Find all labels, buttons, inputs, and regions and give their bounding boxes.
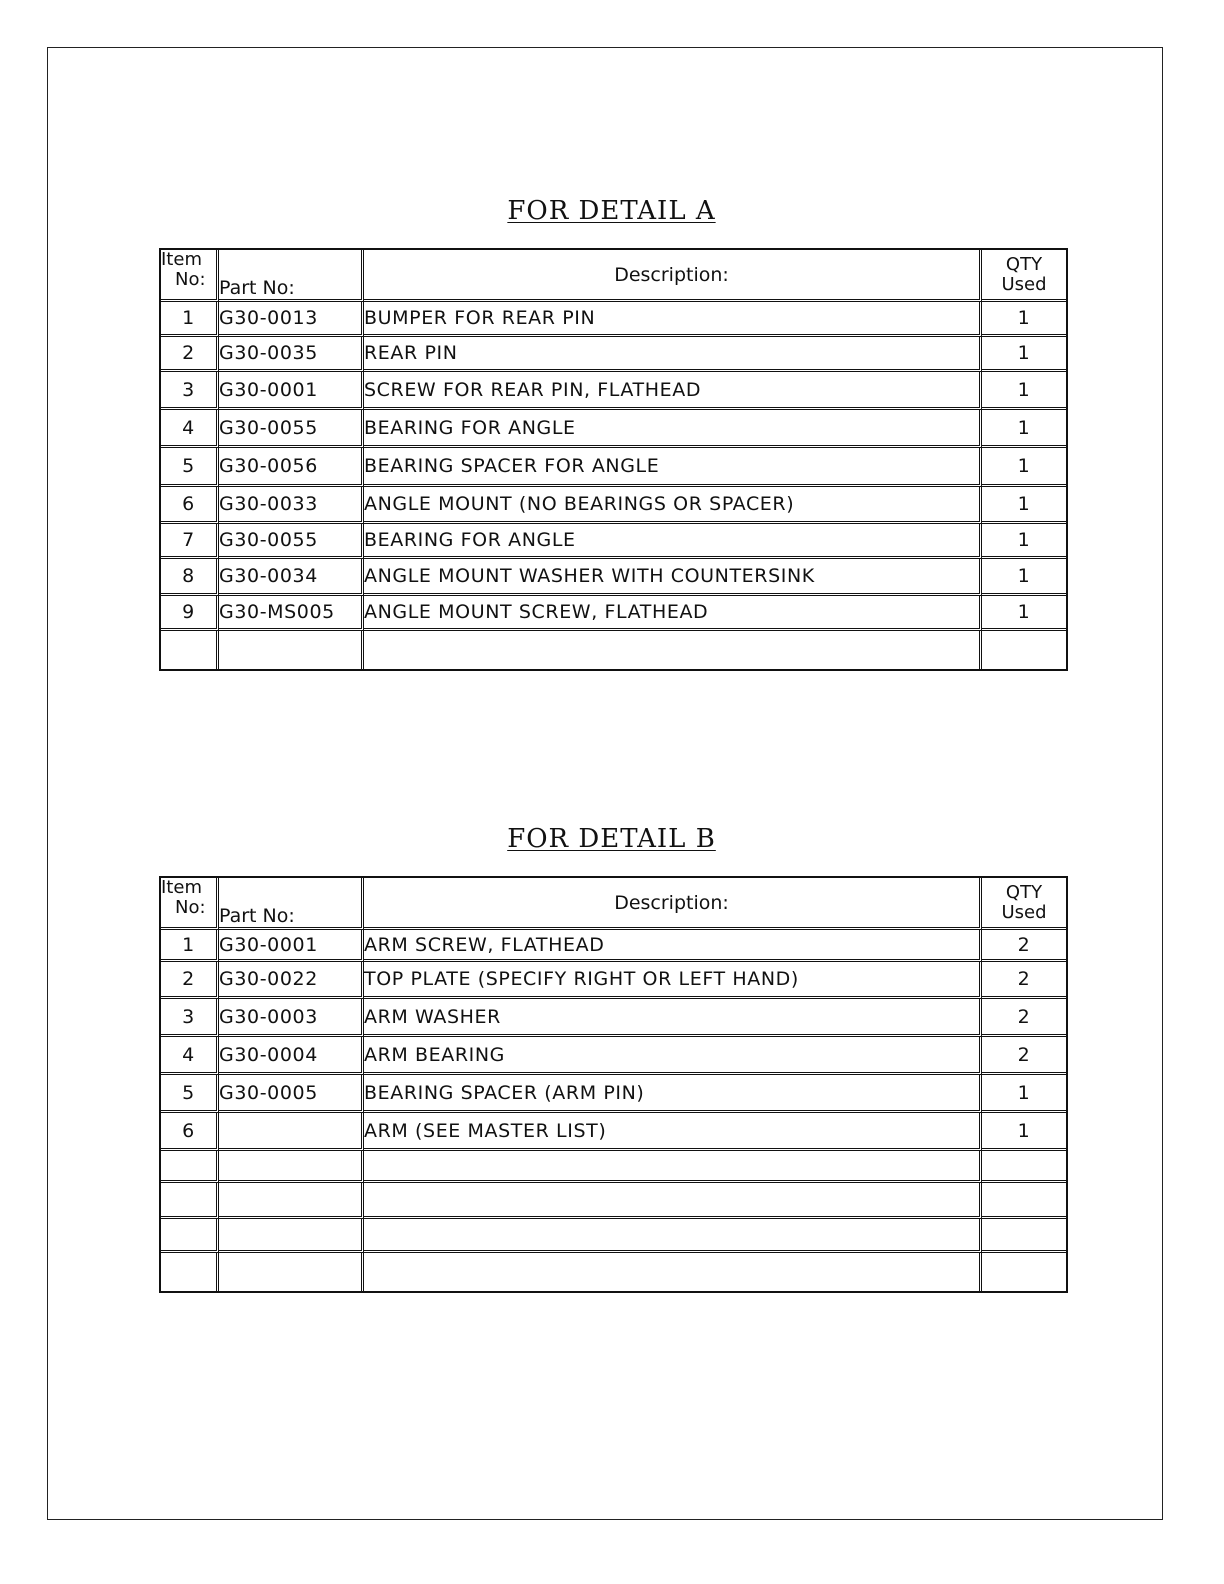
qty-used-cell: 1: [982, 410, 1066, 448]
item-no-cell: [161, 1219, 219, 1253]
description-cell: [364, 1183, 982, 1219]
table-row: [161, 410, 1066, 448]
part-no-cell: G30-0013: [219, 302, 364, 337]
description-cell: ARM WASHER: [364, 999, 982, 1037]
item-no-cell: [161, 631, 219, 669]
item-no-cell: 5: [161, 448, 219, 487]
description-cell: BEARING SPACER (ARM PIN): [364, 1075, 982, 1113]
table-row: [161, 337, 1066, 372]
item-no-cell: 2: [161, 962, 219, 999]
detail-b-title: FOR DETAIL B: [507, 824, 716, 854]
part-no-cell: [219, 1151, 364, 1183]
part-no-cell: G30-0003: [219, 999, 364, 1037]
part-no-cell: G30-0022: [219, 962, 364, 999]
item-no-cell: 6: [161, 1113, 219, 1151]
table-row: [161, 524, 1066, 559]
detail-b-table: [159, 876, 1068, 1293]
part-no-cell: [219, 631, 364, 669]
description-cell: BUMPER FOR REAR PIN: [364, 302, 982, 337]
table-row: [161, 962, 1066, 999]
description-cell: ARM BEARING: [364, 1037, 982, 1075]
qty-used-cell: 1: [982, 524, 1066, 559]
qty-used-cell: 1: [982, 448, 1066, 487]
table-row: [161, 302, 1066, 337]
part-no-cell: G30-0001: [219, 930, 364, 962]
part-no-cell: [219, 1113, 364, 1151]
qty-used-cell: [982, 1219, 1066, 1253]
part-no-cell: G30-0001: [219, 372, 364, 410]
part-no-cell: G30-0035: [219, 337, 364, 372]
item-no-cell: 1: [161, 930, 219, 962]
description-cell: ANGLE MOUNT (NO BEARINGS OR SPACER): [364, 487, 982, 524]
description-header: Description:: [364, 250, 982, 302]
description-cell: SCREW FOR REAR PIN, FLATHEAD: [364, 372, 982, 410]
description-cell: TOP PLATE (SPECIFY RIGHT OR LEFT HAND): [364, 962, 982, 999]
qty-used-cell: [982, 1151, 1066, 1183]
detail-a-table: [159, 248, 1068, 671]
qty-used-cell: 2: [982, 999, 1066, 1037]
item-no-cell: 6: [161, 487, 219, 524]
qty-used-header: QTY Used: [982, 250, 1066, 302]
part-no-cell: G30-0005: [219, 1075, 364, 1113]
item-no-header: Item No:: [161, 250, 219, 302]
detail-a-title: FOR DETAIL A: [507, 196, 716, 226]
item-no-cell: 9: [161, 596, 219, 631]
table-row: [161, 1219, 1066, 1253]
description-cell: BEARING FOR ANGLE: [364, 410, 982, 448]
table-row: [161, 372, 1066, 410]
description-cell: ANGLE MOUNT WASHER WITH COUNTERSINK: [364, 559, 982, 596]
qty-used-cell: 1: [982, 596, 1066, 631]
part-no-cell: G30-MS005: [219, 596, 364, 631]
part-no-cell: G30-0034: [219, 559, 364, 596]
table-row: [161, 596, 1066, 631]
item-no-cell: 4: [161, 410, 219, 448]
description-cell: ANGLE MOUNT SCREW, FLATHEAD: [364, 596, 982, 631]
table-row: [161, 487, 1066, 524]
part-no-cell: G30-0055: [219, 524, 364, 559]
item-no-cell: [161, 1183, 219, 1219]
table-row: [161, 559, 1066, 596]
table-row: [161, 930, 1066, 962]
description-cell: ARM (SEE MASTER LIST): [364, 1113, 982, 1151]
detail-b-rows: [161, 930, 1066, 1291]
table-row: [161, 1183, 1066, 1219]
item-no-cell: 8: [161, 559, 219, 596]
part-no-header: Part No:: [219, 250, 364, 302]
item-no-cell: [161, 1151, 219, 1183]
qty-used-cell: 2: [982, 930, 1066, 962]
table-row: [161, 1113, 1066, 1151]
part-no-cell: [219, 1183, 364, 1219]
qty-used-header: QTY Used: [982, 878, 1066, 930]
item-no-cell: 4: [161, 1037, 219, 1075]
qty-used-cell: 1: [982, 337, 1066, 372]
detail-a-rows: [161, 302, 1066, 669]
table-row: [161, 1253, 1066, 1291]
item-no-header: Item No:: [161, 878, 219, 930]
qty-used-cell: [982, 1253, 1066, 1291]
description-cell: ARM SCREW, FLATHEAD: [364, 930, 982, 962]
description-cell: BEARING FOR ANGLE: [364, 524, 982, 559]
part-no-header: Part No:: [219, 878, 364, 930]
item-no-cell: 7: [161, 524, 219, 559]
part-no-cell: G30-0055: [219, 410, 364, 448]
part-no-cell: G30-0004: [219, 1037, 364, 1075]
table-row: [161, 999, 1066, 1037]
table-row: [161, 631, 1066, 669]
item-no-cell: 3: [161, 372, 219, 410]
qty-used-cell: 1: [982, 1075, 1066, 1113]
description-header: Description:: [364, 878, 982, 930]
table-header-row: [161, 250, 1066, 302]
description-cell: [364, 1253, 982, 1291]
qty-used-cell: 1: [982, 487, 1066, 524]
part-no-cell: G30-0033: [219, 487, 364, 524]
qty-used-cell: [982, 631, 1066, 669]
item-no-cell: 3: [161, 999, 219, 1037]
table-header-row: [161, 878, 1066, 930]
qty-used-cell: 1: [982, 1113, 1066, 1151]
item-no-cell: [161, 1253, 219, 1291]
description-cell: [364, 1219, 982, 1253]
table-row: [161, 448, 1066, 487]
item-no-cell: 1: [161, 302, 219, 337]
description-cell: [364, 1151, 982, 1183]
qty-used-cell: 2: [982, 1037, 1066, 1075]
table-row: [161, 1037, 1066, 1075]
table-row: [161, 1151, 1066, 1183]
description-cell: BEARING SPACER FOR ANGLE: [364, 448, 982, 487]
part-no-cell: [219, 1253, 364, 1291]
qty-used-cell: 1: [982, 302, 1066, 337]
item-no-cell: 2: [161, 337, 219, 372]
part-no-cell: G30-0056: [219, 448, 364, 487]
qty-used-cell: 2: [982, 962, 1066, 999]
item-no-cell: 5: [161, 1075, 219, 1113]
description-cell: [364, 631, 982, 669]
qty-used-cell: [982, 1183, 1066, 1219]
part-no-cell: [219, 1219, 364, 1253]
description-cell: REAR PIN: [364, 337, 982, 372]
qty-used-cell: 1: [982, 372, 1066, 410]
qty-used-cell: 1: [982, 559, 1066, 596]
table-row: [161, 1075, 1066, 1113]
